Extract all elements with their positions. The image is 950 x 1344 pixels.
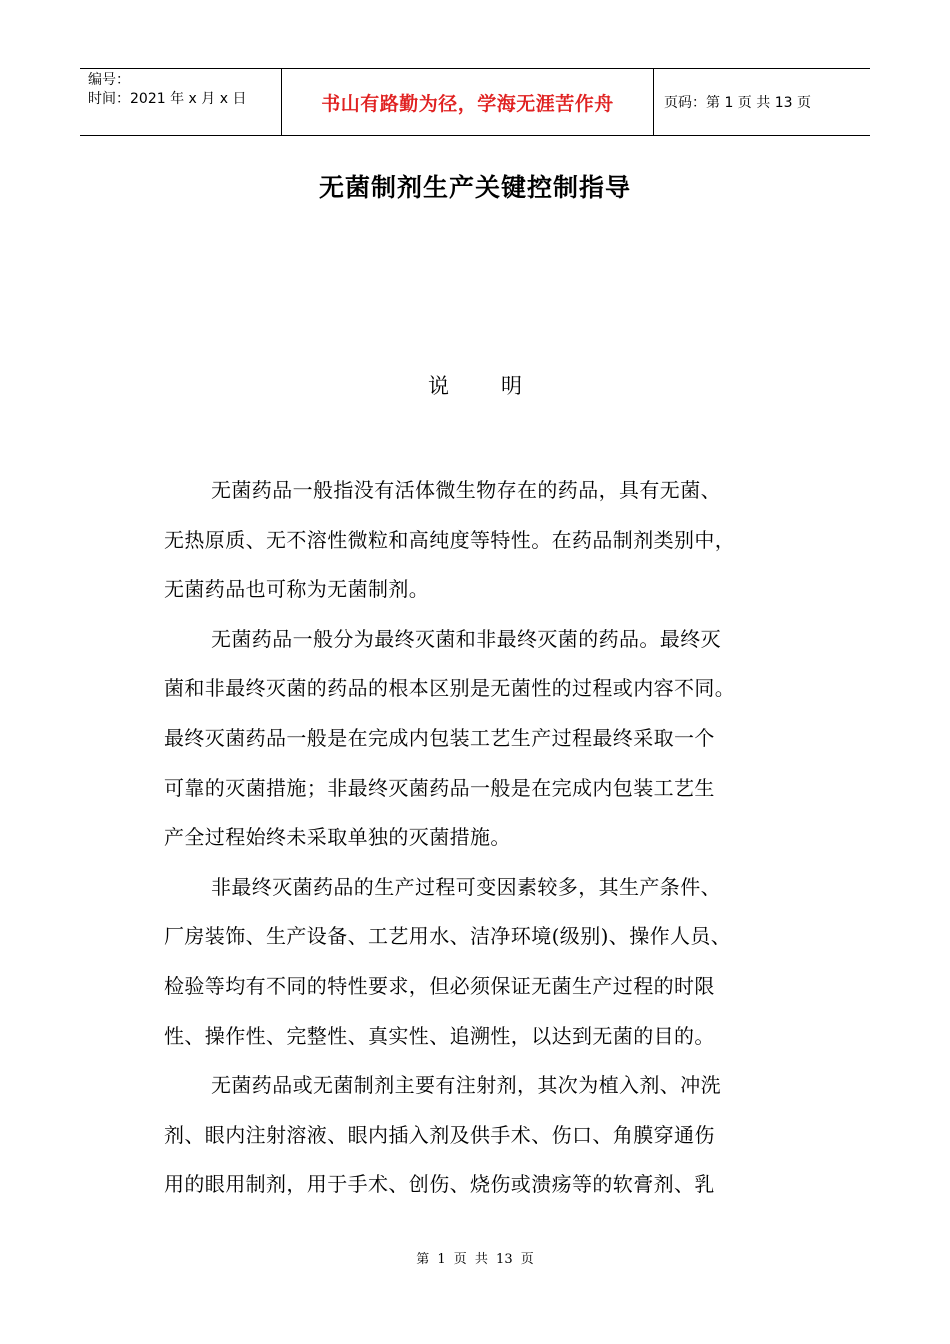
document-title: 无菌制剂生产关键控制指导	[318, 173, 631, 202]
paragraph-line: 产全过程始终未采取单独的灭菌措施。	[164, 825, 511, 850]
page-footer: 第 1 页 共 13 页	[416, 1252, 534, 1267]
header-page-info: 页码：第 1 页 共 13 页	[664, 95, 811, 111]
paragraph	[164, 863, 804, 1061]
document-date-label: 时间：2021 年 x 月 x 日	[88, 91, 247, 107]
paragraph-line: 无菌药品或无菌制剂主要有注射剂，其次为植入剂、冲洗	[211, 1073, 721, 1098]
paragraph-line: 性、操作性、完整性、真实性、追溯性，以达到无菌的目的。	[164, 1023, 715, 1048]
document-header	[80, 68, 870, 136]
paragraph-line: 无菌药品一般分为最终灭菌和非最终灭菌的药品。最终灭	[211, 626, 721, 651]
paragraph-line: 非最终灭菌药品的生产过程可变因素较多，其生产条件、	[211, 874, 721, 899]
paragraph	[164, 615, 804, 863]
paragraph-line: 无菌药品一般指没有活体微生物存在的药品，具有无菌、	[211, 478, 721, 502]
header-meta-cell	[80, 69, 281, 135]
section-heading	[0, 370, 950, 400]
paragraph-line: 厂房装饰、生产设备、工艺用水、洁净环境(级别)、操作人员、	[164, 924, 732, 949]
section-heading-char-2: 明	[501, 374, 522, 398]
document-number-label: 编号：	[88, 72, 130, 88]
paragraph-line: 可靠的灭菌措施；非最终灭菌药品一般是在完成内包装工艺生	[164, 775, 715, 800]
paragraph-line: 剂、眼内注射溶液、眼内插入剂及供手术、伤口、角膜穿通伤	[164, 1122, 715, 1147]
paragraph-line: 最终灭菌药品一般是在完成内包装工艺生产过程最终采取一个	[164, 725, 715, 750]
document-body	[164, 466, 804, 1210]
section-heading-char-1: 说	[428, 374, 449, 398]
paragraph	[164, 466, 804, 615]
header-motto-cell	[281, 69, 654, 135]
paragraph-line: 无热原质、无不溶性微粒和高纯度等特性。在药品制剂类别中，	[164, 527, 736, 552]
header-page-cell	[654, 69, 870, 135]
paragraph-line: 无菌药品也可称为无菌制剂。	[164, 577, 430, 602]
paragraph-line: 菌和非最终灭菌的药品的根本区别是无菌性的过程或内容不同。	[164, 676, 736, 701]
paragraph-line: 用的眼用制剂，用于手术、创伤、烧伤或溃疡等的软膏剂、乳	[164, 1172, 715, 1197]
paragraph	[164, 1061, 804, 1210]
paragraph-line: 检验等均有不同的特性要求，但必须保证无菌生产过程的时限	[164, 973, 715, 998]
header-motto: 书山有路勤为径，学海无涯苦作舟	[321, 92, 614, 115]
